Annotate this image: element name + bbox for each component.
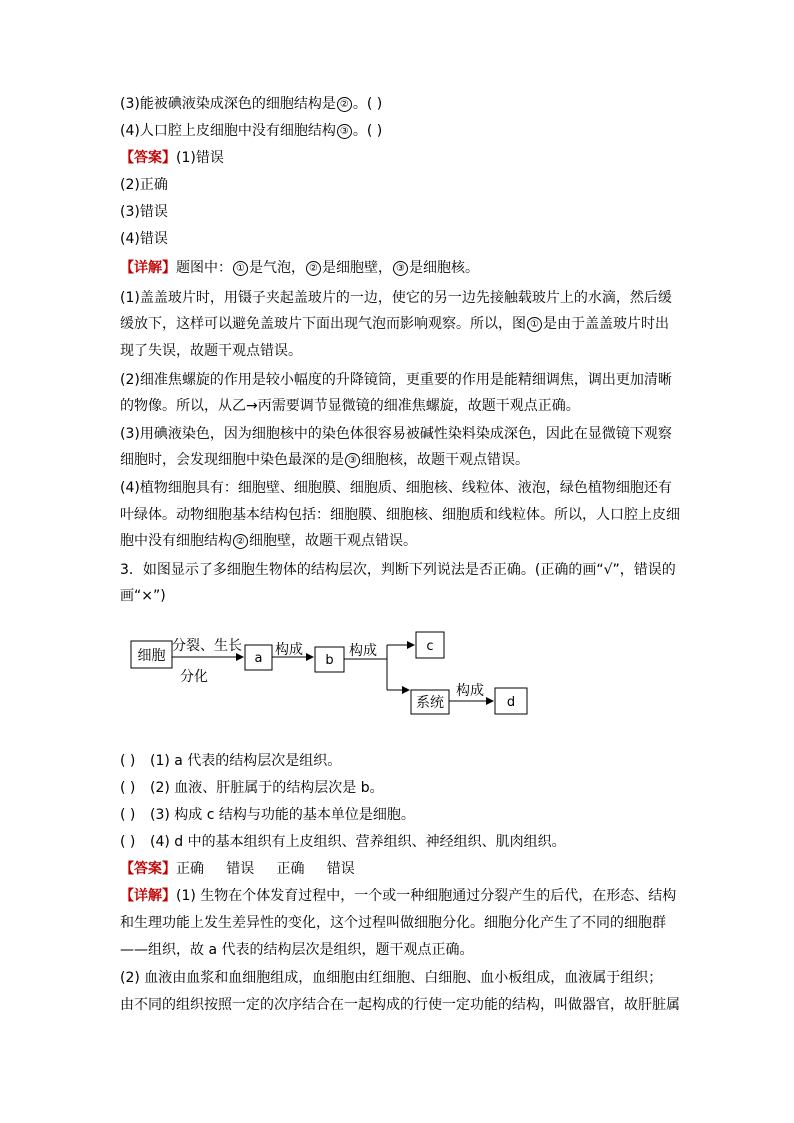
arrow-1-top-label: 分裂、生长 [172, 638, 242, 654]
box-a [245, 645, 272, 670]
box-cell [131, 641, 172, 668]
q2-answer-1: 【答案】(1)错误 [120, 150, 224, 166]
q3-detail-2-line-2: 由不同的组织按照一定的次序结合在一起构成的行使一定功能的结构，叫做器官，故肝脏属 [120, 997, 680, 1013]
answer-blank[interactable]: ( ) [120, 780, 136, 796]
circled-number: ③ [337, 124, 352, 139]
box-c [416, 632, 444, 658]
box-cell-label: 细胞 [137, 648, 166, 664]
q2-explain-2-line-2: 的物像。所以，从乙→丙需要调节显微镜的细准焦螺旋，故题干观点正确。 [120, 398, 580, 414]
q3-detail-1-line-1: 【详解】(1) 生物在个体发育过程中，一个或一种细胞通过分裂产生的后代，在形态、结构 [120, 888, 677, 904]
box-b-label: b [325, 653, 334, 668]
answer-blank[interactable]: ( ) [120, 753, 136, 769]
box-d-label: d [506, 695, 516, 710]
q2-explain-4-line-1: (4)植物细胞具有：细胞壁、细胞膜、细胞质、细胞核、线粒体、液泡，绿色植物细胞还有 [120, 480, 672, 496]
box-a-label: a [254, 651, 263, 666]
circled-number: ② [337, 97, 352, 112]
q3-statement-4: ( ) (4) d 中的基本组织有上皮组织、营养组织、神经组织、肌肉组织。 [120, 834, 566, 850]
q3-statement-2: ( ) (2) 血液、肝脏属于的结构层次是 b。 [120, 780, 384, 796]
detail-label: 【详解】 [120, 888, 176, 904]
q2-explain-2-line-1: (2)细准焦螺旋的作用是较小幅度的升降镜筒，更重要的作用是能精细调焦，调出更加清晰 [120, 372, 672, 388]
q2-explain-3-line-1: (3)用碘液染色，因为细胞核中的染色体很容易被碱性染料染成深色，因此在显微镜下观察 [120, 426, 672, 442]
q2-explain-4-line-3: 胞中没有细胞结构 ② 细胞壁，故题干观点错误。 [120, 533, 417, 549]
q2-explain-3-line-2: 细胞时，会发现细胞中染色最深的是 ③ 细胞核，故题干观点错误。 [120, 452, 529, 468]
q2-answer-2: (2)正确 [120, 177, 168, 193]
q3-detail-2-line-1: (2) 血液由血浆和血细胞组成，血细胞由红细胞、白细胞、血小板组成，血液属于组织； [120, 970, 663, 986]
q3-statement-1: ( ) (1) a 代表的结构层次是组织。 [120, 753, 342, 769]
q2-detail-intro: 【详解】题图中： ① 是气泡， ② 是细胞壁， ③ 是细胞核。 [120, 260, 479, 276]
q3-detail-1-line-2: 和生理功能上发生差异性的变化，这个过程叫做细胞分化。细胞分化产生了不同的细胞群 [120, 915, 666, 931]
q3-stem-line-1: 3．如图显示了多细胞生物体的结构层次，判断下列说法是否正确。(正确的画“√”，错误的 [120, 562, 676, 578]
answer-blank[interactable]: ( ) [120, 834, 136, 850]
box-c-label: c [426, 639, 434, 654]
answer-label: 【答案】 [120, 150, 176, 166]
q2-item-4: (4)人口腔上皮细胞中没有细胞结构 ③ 。( ) [120, 123, 383, 139]
box-system [411, 690, 449, 714]
q2-explain-1-line-2: 缓放下，这样可以避免盖玻片下面出现气泡而影响观察。所以，图 ① 是由于盖盖玻片时出 [120, 316, 669, 332]
answer-label: 【答案】 [120, 861, 176, 877]
q3-answer: 【答案】正确 错误 正确 错误 [120, 861, 355, 877]
q2-answer-4: (4)错误 [120, 231, 168, 247]
q2-answer-3: (3)错误 [120, 204, 168, 220]
arrow-4-label: 构成 [456, 683, 484, 699]
box-b [315, 647, 344, 672]
q3-detail-1-line-3: ——组织，故 a 代表的结构层次是组织，题干观点正确。 [120, 942, 474, 958]
answer-blank[interactable]: ( ) [120, 807, 136, 823]
q3-statement-3: ( ) (3) 构成 c 结构与功能的基本单位是细胞。 [120, 807, 415, 823]
detail-label: 【详解】 [120, 260, 176, 276]
q3-stem-line-2: 画“×”) [120, 588, 166, 604]
q2-explain-1-line-3: 现了失误，故题干观点错误。 [120, 343, 302, 359]
box-system-label: 系统 [416, 695, 444, 711]
box-d [495, 688, 527, 714]
arrow-3-label: 构成 [349, 643, 377, 659]
arrow-2-label: 构成 [275, 642, 303, 658]
arrow-1-bottom-label: 分化 [180, 669, 208, 685]
q2-explain-4-line-2: 叶绿体。动物细胞基本结构包括：细胞膜、细胞核、细胞质和线粒体。所以，人口腔上皮细 [120, 507, 680, 523]
q2-item-3: (3)能被碘液染成深色的细胞结构是 ② 。( ) [120, 96, 383, 112]
q2-explain-1-line-1: (1)盖盖玻片时，用镊子夹起盖玻片的一边，使它的另一边先接触载玻片上的水滴，然后缓 [120, 290, 672, 306]
